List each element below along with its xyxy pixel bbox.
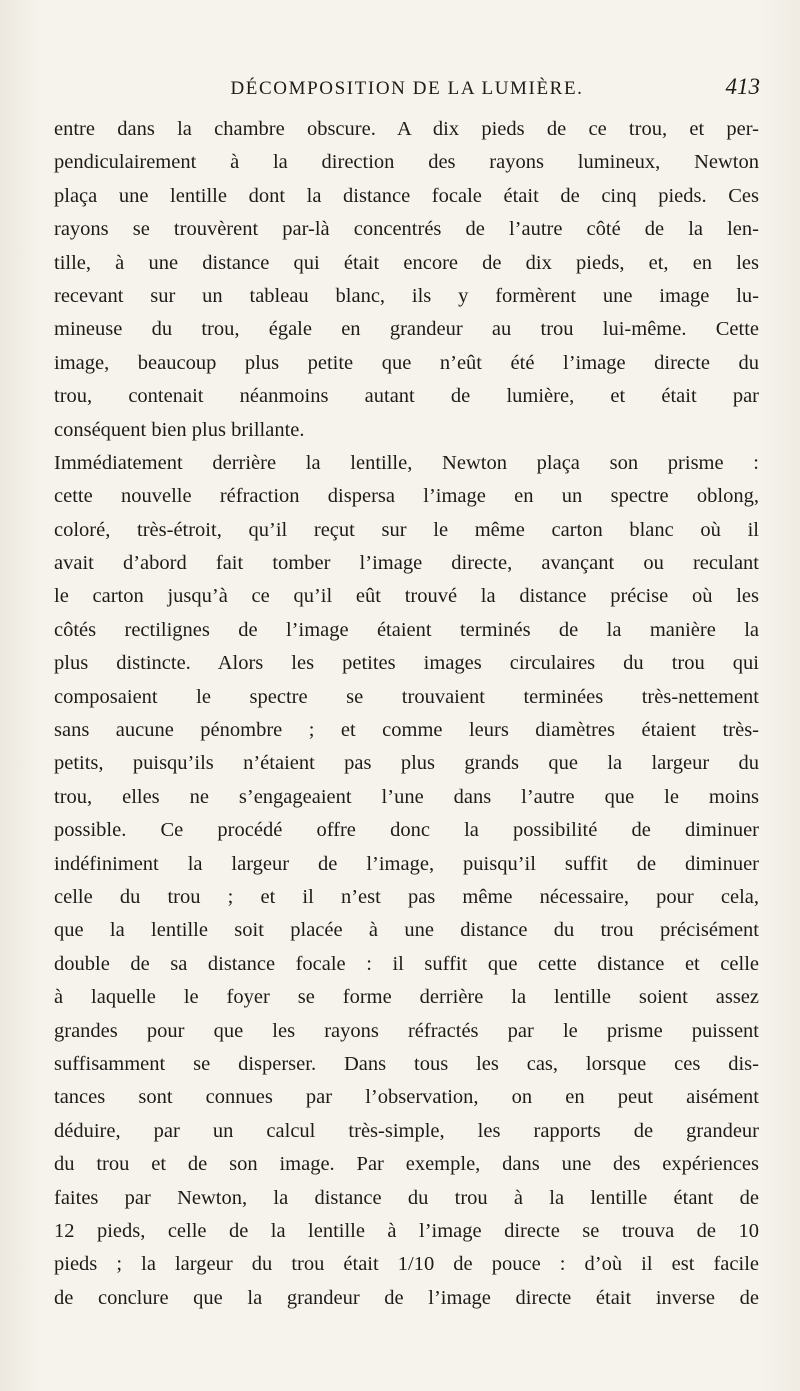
text-line: double de sa distance focale : il suffit que cette distance et celle xyxy=(54,952,759,975)
text-line: recevant sur un tableau blanc, ils y formèrent une image lu- xyxy=(54,284,759,307)
text-line: tille, à une distance qui était encore de dix pieds, et, en les xyxy=(54,251,759,274)
text-line: celle du trou ; et il n’est pas même nécessaire, pour cela, xyxy=(54,885,759,908)
running-title: DÉCOMPOSITION DE LA LUMIÈRE. xyxy=(230,78,584,99)
text-line: côtés rectilignes de l’image étaient terminés de la manière la xyxy=(54,618,759,641)
text-line: le carton jusqu’à ce qu’il eût trouvé la distance précise où les xyxy=(54,585,759,608)
text-line: petits, puisqu’ils n’étaient pas plus grands que la largeur du xyxy=(54,752,759,775)
text-line: indéfiniment la largeur de l’image, puisqu’il suffit de diminuer xyxy=(54,852,759,875)
text-line: pieds ; la largeur du trou était 1/10 de pouce : d’où il est facile xyxy=(54,1253,759,1276)
text-line: plus distincte. Alors les petites images circulaires du trou qui xyxy=(54,652,759,675)
text-line: sans aucune pénombre ; et comme leurs diamètres étaient très- xyxy=(54,719,759,742)
text-line: conséquent bien plus brillante. xyxy=(54,418,305,441)
text-line: pendiculairement à la direction des rayons lumineux, Newton xyxy=(54,151,759,174)
text-line: plaça une lentille dont la distance focale était de cinq pieds. Ces xyxy=(54,184,759,207)
text-line: composaient le spectre se trouvaient terminées très-nettement xyxy=(54,685,759,708)
text-line: mineuse du trou, égale en grandeur au trou lui-même. Cette xyxy=(54,318,759,341)
text-line: tances sont connues par l’observation, on en peut aisément xyxy=(54,1086,759,1109)
text-line: avait d’abord fait tomber l’image directe, avançant ou reculant xyxy=(54,552,759,575)
text-line: entre dans la chambre obscure. A dix pieds de ce trou, et per- xyxy=(54,118,759,140)
text-line: à laquelle le foyer se forme derrière la lentille soient assez xyxy=(54,986,759,1009)
text-line: trou, contenait néanmoins autant de lumière, et était par xyxy=(54,385,759,408)
text-line: image, beaucoup plus petite que n’eût été l’image directe du xyxy=(54,351,759,374)
text-line: Immédiatement derrière la lentille, Newton plaça son prisme : xyxy=(54,451,759,474)
text-line: 12 pieds, celle de la lentille à l’image directe se trouva de 10 xyxy=(54,1219,759,1242)
text-line: que la lentille soit placée à une distance du trou précisément xyxy=(54,919,759,942)
text-line: cette nouvelle réfraction dispersa l’image en un spectre oblong, xyxy=(54,485,759,508)
text-line: possible. Ce procédé offre donc la possibilité de diminuer xyxy=(54,819,759,842)
text-line: trou, elles ne s’engageaient l’une dans l’autre que le moins xyxy=(54,785,759,808)
text-line: du trou et de son image. Par exemple, dans une des expériences xyxy=(54,1153,759,1176)
text-line: de conclure que la grandeur de l’image directe était inverse de xyxy=(54,1286,759,1309)
text-line: rayons se trouvèrent par-là concentrés de l’autre côté de la len- xyxy=(54,218,759,241)
text-line: suffisamment se disperser. Dans tous les cas, lorsque ces dis- xyxy=(54,1052,759,1075)
text-line: coloré, très-étroit, qu’il reçut sur le même carton blanc où il xyxy=(54,518,759,541)
text-line: déduire, par un calcul très-simple, les rapports de grandeur xyxy=(54,1119,759,1142)
running-head xyxy=(54,72,760,108)
body-text xyxy=(54,113,759,1315)
text-line: faites par Newton, la distance du trou à la lentille étant de xyxy=(54,1186,759,1209)
text-line: grandes pour que les rayons réfractés par le prisme puissent xyxy=(54,1019,759,1042)
page-number: 413 xyxy=(725,74,760,99)
